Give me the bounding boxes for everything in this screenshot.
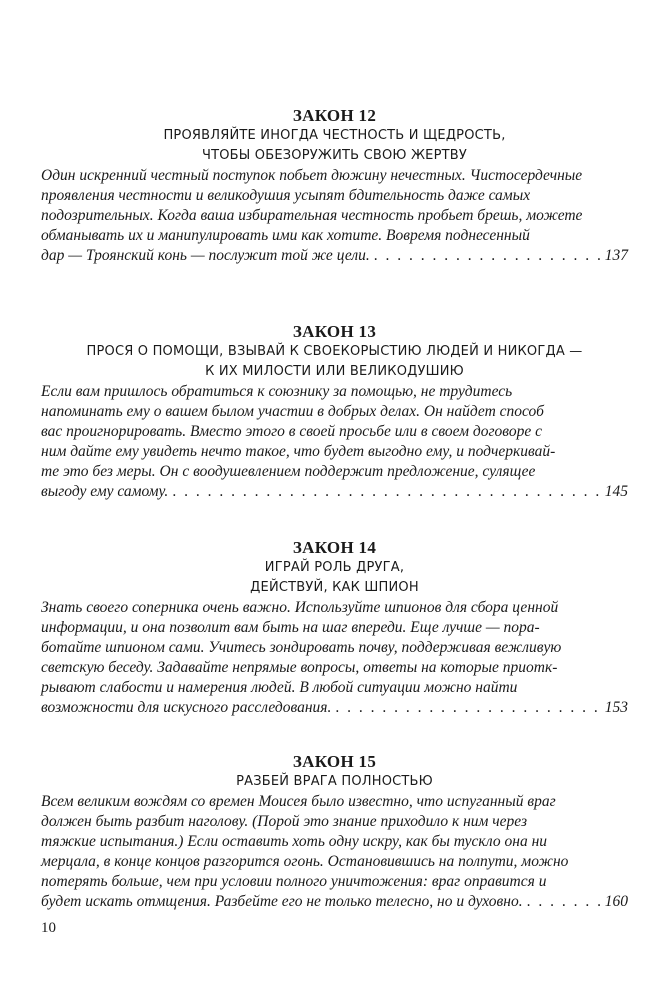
- law-body-line: светскую беседу. Задавайте непрямые вопросы, ответы на которые приотк-: [41, 659, 558, 676]
- law-body-line: Один искренний честный поступок побьет дюжину нечестных. Чистосердечные: [41, 167, 583, 184]
- dot-leader: [374, 246, 601, 266]
- law-body-last-text: дар — Троянский конь — послужит той же цели.: [41, 247, 370, 264]
- dot-leader: [172, 482, 600, 502]
- law-body-line: потерять больше, чем при условии полного уничтожения: враг оправится и: [41, 873, 547, 890]
- law-15-section: [41, 752, 628, 912]
- law-subtitle-line: ПРОЯВЛЯЙТЕ ИНОГДА ЧЕСТНОСТЬ И ЩЕДРОСТЬ,: [163, 128, 506, 143]
- law-13-section: [41, 322, 628, 502]
- law-body-last-text: выгоду ему самому.: [41, 483, 169, 500]
- law-body-line: информации, и она позволит вам быть на шаг впереди. Еще лучше — пора-: [41, 619, 540, 636]
- law-body-last-text: возможности для искусного расследования.: [41, 699, 332, 716]
- law-body-line: рывают слабости и намерения людей. В любой ситуации можно найти: [41, 679, 518, 696]
- law-body-line: напоминать ему о вашем былом участии в добрых делах. Он найдет способ: [41, 403, 544, 420]
- law-title: ЗАКОН 14: [292, 538, 377, 557]
- law-body-last-line: [41, 482, 628, 502]
- law-subtitle-line: ПРОСЯ О ПОМОЩИ, ВЗЫВАЙ К СВОЕКОРЫСТИЮ ЛЮДЕЙ И НИКОГДА —: [86, 344, 583, 359]
- page-reference[interactable]: 145: [604, 483, 628, 500]
- law-body-line: тяжкие испытания.) Если оставить хоть одну искру, как бы тускло она ни: [41, 833, 548, 850]
- law-14-section: [41, 538, 628, 718]
- page-reference[interactable]: 137: [604, 247, 628, 264]
- law-subtitle-line: РАЗБЕЙ ВРАГА ПОЛНОСТЬЮ: [236, 774, 433, 789]
- law-body-line: должен быть разбит наголову. (Порой это знание приходило к ним через: [41, 813, 528, 830]
- page-reference[interactable]: 153: [604, 699, 628, 716]
- page-reference[interactable]: 160: [604, 893, 628, 910]
- law-body-line: ним дайте ему увидеть нечто такое, что будет выгодно ему, и подчеркивай-: [41, 443, 556, 460]
- law-subtitle-line: К ИХ МИЛОСТИ ИЛИ ВЕЛИКОДУШИЮ: [205, 364, 464, 379]
- law-body-last-line: [41, 892, 628, 912]
- law-body-line: ботайте шпионом сами. Учитесь зондировать почву, поддерживая вежливую: [41, 639, 562, 656]
- law-body-last-line: [41, 246, 628, 266]
- law-body-line: Знать своего соперника очень важно. Используйте шпионов для сбора ценной: [41, 599, 559, 616]
- law-body-line: вас проигнорировать. Вместо этого в своей просьбе или в своем договоре с: [41, 423, 542, 440]
- law-body-line: подозрительных. Когда ваша избирательная честность пробьет брешь, можете: [41, 207, 583, 224]
- law-title: ЗАКОН 13: [292, 322, 377, 341]
- page-number: 10: [41, 920, 56, 936]
- law-body-line: проявления честности и великодушия усыпят бдительность даже самых: [41, 187, 531, 204]
- law-body-line: обманывать их и манипулировать ими как хотите. Вовремя поднесенный: [41, 227, 530, 244]
- law-subtitle-line: ДЕЙСТВУЙ, КАК ШПИОН: [250, 580, 419, 595]
- law-title: ЗАКОН 15: [292, 752, 377, 771]
- law-body-line: мерцала, в конце концов разгорится огонь. Остановившись на полпути, можно: [41, 853, 569, 870]
- law-body-last-line: [41, 698, 628, 718]
- law-subtitle-line: ЧТОБЫ ОБЕЗОРУЖИТЬ СВОЮ ЖЕРТВУ: [201, 148, 468, 163]
- dot-leader: [335, 698, 600, 718]
- law-body-last-text: будет искать отмщения. Разбейте его не только телесно, но и духовно.: [41, 893, 523, 910]
- law-12-section: [41, 106, 628, 266]
- law-body-line: Если вам пришлось обратиться к союзнику за помощью, не трудитесь: [41, 383, 513, 400]
- law-body-line: Всем великим вождям со времен Моисея было известно, что испуганный враг: [41, 793, 556, 810]
- law-subtitle-line: ИГРАЙ РОЛЬ ДРУГА,: [264, 560, 405, 575]
- law-title: ЗАКОН 12: [292, 106, 377, 125]
- law-body-line: те это без меры. Он с воодушевлением поддержит предложение, сулящее: [41, 463, 536, 480]
- dot-leader: [527, 892, 601, 912]
